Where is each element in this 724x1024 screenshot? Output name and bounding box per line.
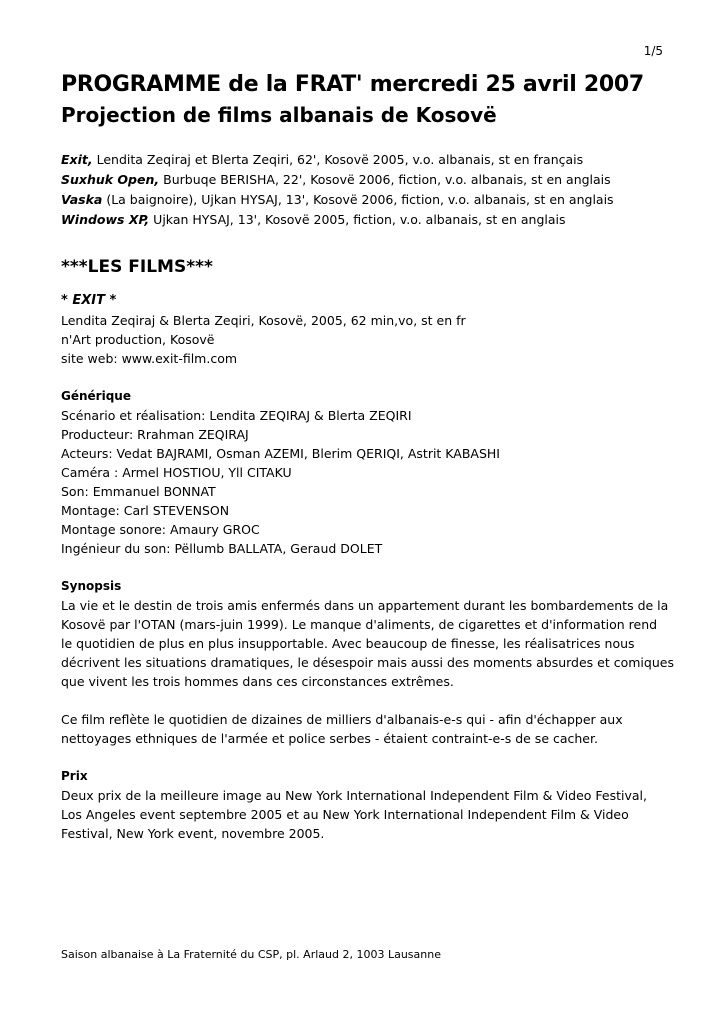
film-entry-windows-xp [61, 210, 671, 230]
synopsis-line: le quotidien de plus en plus insupportable. Avec beaucoup de finesse, les réalisatrices nous [61, 636, 635, 651]
page-subtitle: Projection de films albanais de Kosovë [61, 103, 497, 127]
synopsis-line: que vivent les trois hommes dans ces circonstances extrêmes. [61, 674, 454, 689]
credit-line: Scénario et réalisation: Lendita ZEQIRAJ & Blerta ZEQIRI [61, 408, 412, 423]
film-title: Exit, [61, 152, 93, 167]
film-entry-exit [61, 150, 671, 170]
credit-line: Producteur: Rrahman ZEQIRAJ [61, 427, 249, 442]
credit-line: Montage: Carl STEVENSON [61, 503, 230, 518]
film-entry-suxhuk-open [61, 170, 671, 190]
document-body [61, 70, 674, 843]
prix-line: Los Angeles event septembre 2005 et au New York International Independent Film & Video [61, 807, 629, 822]
credit-line: Ingénieur du son: Pëllumb BALLATA, Geraud DOLET [61, 541, 383, 556]
film-title: Windows XP, [61, 212, 150, 227]
page-number: 1/5 [643, 44, 663, 58]
film-heading-exit: * EXIT * [61, 293, 117, 308]
generique-section [61, 387, 671, 558]
synopsis-section [61, 577, 674, 691]
section-heading-films: ***LES FILMS*** [61, 257, 213, 277]
synopsis-heading: Synopsis [61, 579, 122, 593]
synopsis-paragraph-2 [61, 710, 671, 748]
film-info-line: n'Art production, Kosovë [61, 332, 215, 347]
synopsis-line: Kosovë par l'OTAN (mars-juin 1999). Le manque d'aliments, de cigarettes et d'information rend [61, 617, 658, 632]
synopsis-line: La vie et le destin de trois amis enfermés dans un appartement durant les bombardements de la [61, 598, 669, 613]
film-details: (La baignoire), Ujkan HYSAJ, 13', Kosovë 2006, fiction, v.o. albanais, st en anglais [106, 192, 614, 207]
film-entry-vaska [61, 190, 671, 210]
film-details: Burbuqe BERISHA, 22', Kosovë 2006, fiction, v.o. albanais, st en anglais [163, 172, 611, 187]
film-info-line: Lendita Zeqiraj & Blerta Zeqiri, Kosovë, 2005, 62 min,vo, st en fr [61, 313, 466, 328]
film-title: Vaska [61, 192, 103, 207]
generique-heading: Générique [61, 389, 131, 403]
credit-line: Caméra : Armel HOSTIOU, Yll CITAKU [61, 465, 292, 480]
film-details: Ujkan HYSAJ, 13', Kosovë 2005, fiction, v.o. albanais, st en anglais [153, 212, 566, 227]
prix-heading: Prix [61, 769, 88, 783]
page-footer: Saison albanaise à La Fraternité du CSP, pl. Arlaud 2, 1003 Lausanne [61, 948, 441, 961]
credit-line: Son: Emmanuel BONNAT [61, 484, 216, 499]
prix-section [61, 767, 671, 843]
prix-line: Deux prix de la meilleure image au New York International Independent Film & Video Festival, [61, 788, 647, 803]
credit-line: Acteurs: Vedat BAJRAMI, Osman AZEMI, Blerim QERIQI, Astrit KABASHI [61, 446, 500, 461]
synopsis-line: nettoyages ethniques de l'armée et police serbes - étaient contraint-e-s de se cacher. [61, 731, 598, 746]
film-programme-list [61, 150, 671, 230]
page-title: PROGRAMME de la FRAT' mercredi 25 avril 2007 [61, 72, 644, 97]
prix-line: Festival, New York event, novembre 2005. [61, 826, 325, 841]
synopsis-line: décrivent les situations dramatiques, le désespoir mais aussi des moments absurdes et comiques [61, 655, 674, 670]
synopsis-line: Ce film reflète le quotidien de dizaines de milliers d'albanais-e-s qui - afin d'échapper aux [61, 712, 623, 727]
film-title: Suxhuk Open, [61, 172, 160, 187]
film-website: site web: www.exit-film.com [61, 351, 238, 366]
film-details: Lendita Zeqiraj et Blerta Zeqiri, 62', Kosovë 2005, v.o. albanais, st en français [96, 152, 584, 167]
credit-line: Montage sonore: Amaury GROC [61, 522, 260, 537]
